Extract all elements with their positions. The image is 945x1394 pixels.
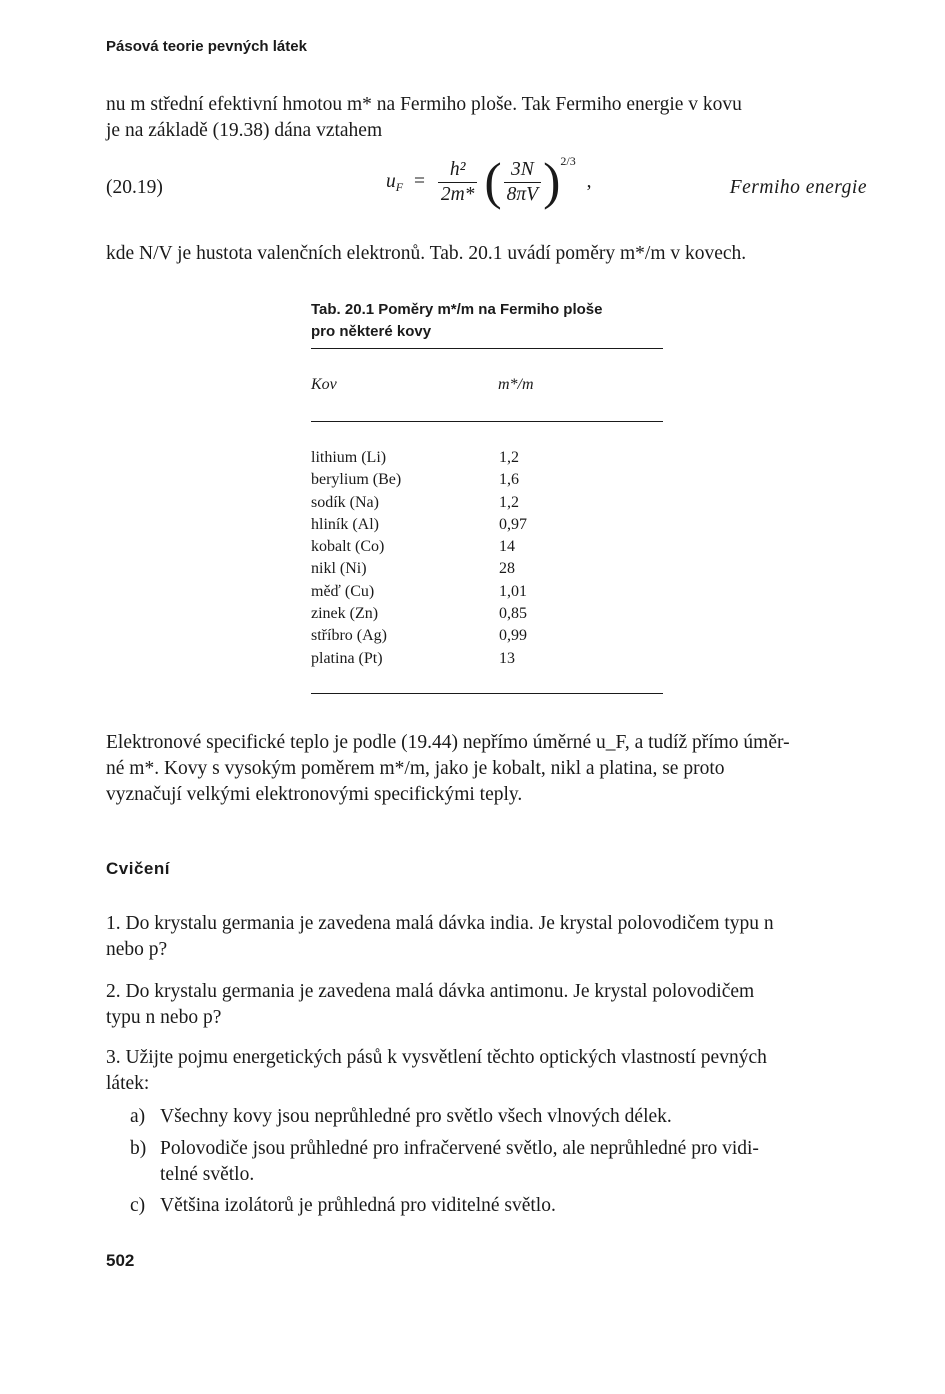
fraction-2-denominator: 8πV — [506, 184, 539, 205]
exercise-3-line-2: látek: — [106, 1073, 150, 1094]
equation-exponent: 2/3 — [560, 154, 576, 168]
table-cell-value: 1,6 — [499, 471, 519, 489]
table-cell-metal: hliník (Al) — [311, 515, 379, 533]
paragraph-2-line-3: vyznačují velkými elektronovými specifickými teply. — [106, 784, 523, 805]
table-row — [311, 581, 527, 603]
table-cell-value: 0,85 — [499, 605, 527, 623]
after-equation-line: kde N/V je hustota valenčních elektronů. Tab. 20.1 uvádí poměry m*/m v kovech. — [106, 243, 747, 264]
section-title: Cvičení — [106, 859, 170, 878]
table-header-ratio: m*/m — [498, 376, 534, 393]
equation-lhs: u — [386, 170, 396, 192]
table-row — [311, 625, 527, 647]
running-head: Pásová teorie pevných látek — [106, 38, 307, 55]
table-cell-value: 13 — [499, 649, 515, 667]
paragraph-2-line-2: né m*. Kovy s vysokým poměrem m*/m, jako je kobalt, nikl a platina, se proto — [106, 758, 725, 779]
table-cell-value: 0,99 — [499, 627, 527, 645]
page-number: 502 — [106, 1251, 135, 1270]
table-cell-value: 14 — [499, 538, 515, 556]
subitem-b — [130, 1136, 868, 1162]
table-row — [311, 492, 527, 514]
intro-line-1: nu m střední efektivní hmotou m* na Fermiho ploše. Tak Fermiho energie v kovu — [106, 94, 742, 115]
table-cell-value: 28 — [499, 560, 515, 578]
table-body — [311, 447, 527, 670]
table-cell-metal: sodík (Na) — [311, 493, 379, 511]
subitem-label: c) — [130, 1195, 146, 1216]
subitem-text: Většina izolátorů je průhledná pro viditelné světlo. — [160, 1195, 556, 1216]
table-row — [311, 514, 527, 536]
left-paren: ( — [484, 153, 502, 211]
table-caption — [311, 299, 671, 343]
fermi-equation — [386, 153, 592, 211]
intro-line-2: je na základě (19.38) dána vztahem — [106, 120, 383, 141]
table-cell-metal: kobalt (Co) — [311, 538, 385, 556]
fraction-1-numerator: h² — [438, 158, 478, 183]
exercise-3-line-1: 3. Užijte pojmu energetických pásů k vysvětlení těchto optických vlastností pevných — [106, 1047, 767, 1068]
fraction-3n-over-8piv — [504, 158, 541, 207]
table-cell-value: 1,01 — [499, 582, 527, 600]
table-top-rule — [311, 348, 663, 349]
exercise-1-line-2: nebo p? — [106, 939, 168, 960]
fraction-1-denominator: 2m* — [440, 184, 475, 205]
exercise-1-line-1: 1. Do krystalu germania je zavedena malá dávka india. Je krystal polovodičem typu n — [106, 913, 774, 934]
right-paren: ) — [543, 153, 561, 211]
subitem-a — [130, 1104, 868, 1130]
table-cell-value: 0,97 — [499, 515, 527, 533]
subitem-label: b) — [130, 1138, 147, 1159]
subitem-label: a) — [130, 1106, 146, 1127]
fraction-2-numerator: 3N — [504, 158, 541, 183]
table-cell-value: 1,2 — [499, 449, 519, 466]
table-bottom-rule — [311, 693, 663, 694]
fraction-h2-over-2m — [438, 158, 478, 207]
subitem-text: Všechny kovy jsou neprůhledné pro světlo všech vlnových délek. — [160, 1106, 672, 1127]
table-row — [311, 536, 527, 558]
exercise-2-line-2: typu n nebo p? — [106, 1007, 222, 1028]
table-cell-metal: zinek (Zn) — [311, 605, 379, 623]
paragraph-2-line-1: Elektronové specifické teplo je podle (19.44) nepřímo úměrné u_F, a tudíž přímo úměr- — [106, 732, 790, 753]
table-cell-metal: lithium (Li) — [311, 449, 387, 466]
table-cell-metal: měď (Cu) — [311, 582, 375, 600]
equation-lhs-subscript: F — [395, 179, 404, 194]
table-row — [311, 558, 527, 580]
subitem-text: Polovodiče jsou průhledné pro infračervené světlo, ale neprůhledné pro vidi- — [160, 1138, 759, 1159]
equation-equals: = — [413, 170, 425, 192]
table-row — [311, 603, 527, 625]
table-row — [311, 469, 527, 491]
subitem-b-continuation: telné světlo. — [160, 1164, 255, 1185]
table-cell-metal: stříbro (Ag) — [311, 627, 387, 645]
table-row — [311, 648, 527, 670]
exercise-2-line-1: 2. Do krystalu germania je zavedena malá dávka antimonu. Je krystal polovodičem — [106, 981, 755, 1002]
subitem-c — [130, 1193, 868, 1219]
table-cell-metal: berylium (Be) — [311, 471, 402, 489]
table-cell-metal: nikl (Ni) — [311, 560, 367, 578]
table-cell-value: 1,2 — [499, 493, 519, 511]
table-caption-line-2: pro některé kovy — [311, 323, 432, 340]
table-header-kov: Kov — [311, 376, 337, 393]
table-row — [311, 447, 527, 469]
table-cell-metal: platina (Pt) — [311, 649, 383, 667]
equation-number: (20.19) — [106, 177, 163, 198]
table-caption-line-1: Tab. 20.1 Poměry m*/m na Fermiho ploše — [311, 301, 603, 318]
table-header-rule — [311, 421, 663, 422]
equation-name: Fermiho energie — [729, 177, 867, 198]
equation-comma: , — [586, 170, 592, 192]
